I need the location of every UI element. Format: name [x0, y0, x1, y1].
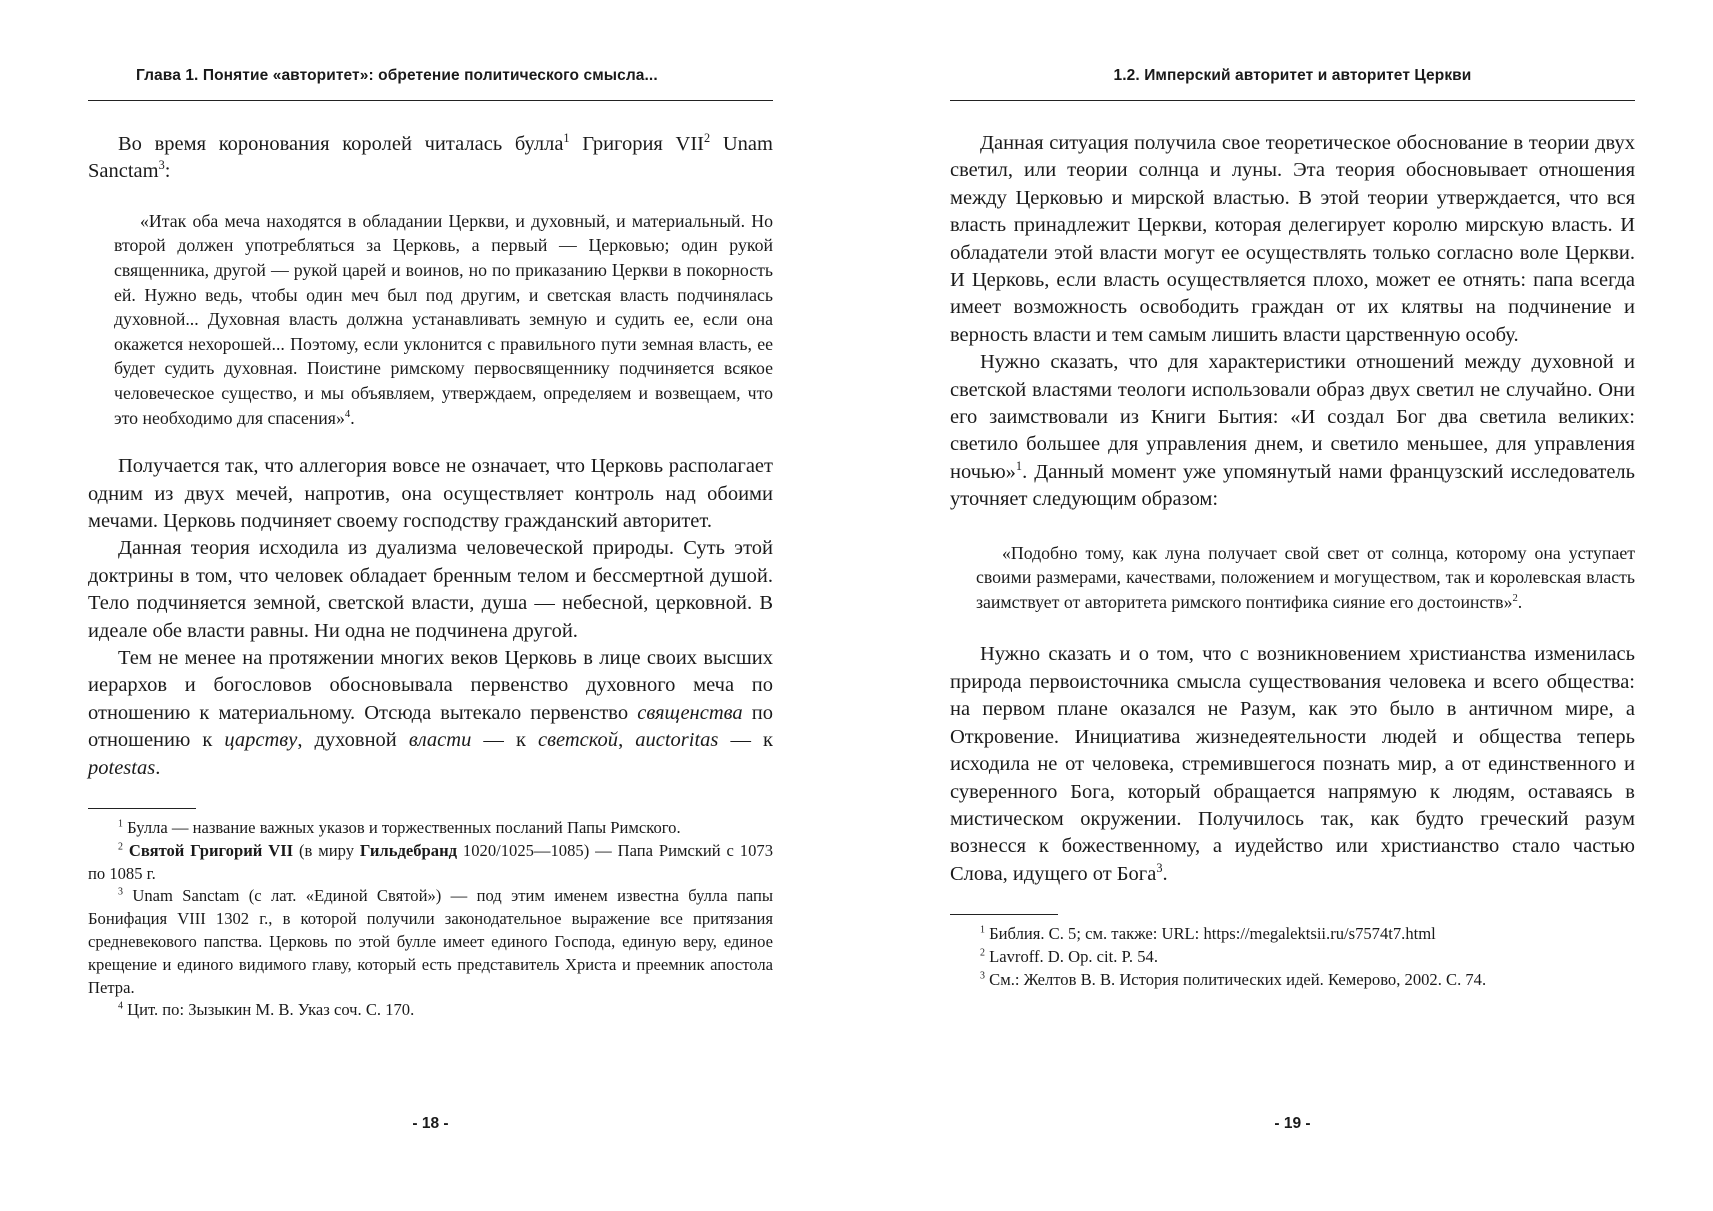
footnote-ref[interactable]: 2 — [1512, 591, 1518, 604]
header-rule — [950, 100, 1635, 101]
page-number: - 18 - — [412, 1115, 449, 1132]
running-head-left: Глава 1. Понятие «авторитет»: обретение политического смысла... — [136, 67, 658, 84]
footnote: $^1$ Библия. С. 5; см. также: URL: https://megalektsii.ru/s7574t7.html — [980, 924, 1436, 944]
running-head-right: 1.2. Имперский авторитет и авторитет Церкви — [1113, 67, 1472, 84]
right-body — [950, 130, 1635, 992]
body-paragraph: Данная ситуация получила свое теоретическое обоснование в теории двух светил, или теории солнца и луны. Эта теория обосновывает отношения между Церковью и мирской властью. В этой теории утверждается, что вся власть принадлежит Церкви, которая делегирует королю мирскую власть. И обладатели этой власти могут ее осуществлять только согласно воле Церкви. И Церковь, если власть осуществляется плохо, может ее отнять: папа всегда имеет возможность освободить граждан от их клятвы на подчинение и верность власти и тем самым лишить власти царственную особу. — [950, 132, 1635, 346]
footnote: $^2$ Святой Григорий VII (в миру Гильдебранд 1020/1025—1085) — Папа Римский с 1073 по 1085 г. — [88, 840, 773, 883]
footnote-rule — [88, 808, 196, 809]
body-paragraph: Данная теория исходила из дуализма человеческой природы. Суть этой доктрины в том, что человек обладает бренным телом и бессмертной душой. Тело подчиняется земной, светской власти, душа — небесной, церковной. В идеале обе власти равны. Ни одна не подчинена другой. — [88, 537, 773, 642]
intro-paragraph: Во время коронования королей читалась булла$^1$ Григория VII$^2$ Unam Sanctam$^3$: — [88, 131, 773, 183]
body-paragraph: Получается так, что аллегория вовсе не означает, что Церковь располагает одним из двух мечей, напротив, она осуществляет контроль над обоими мечами. Церковь подчиняет своему господству гражданский авторитет. — [88, 455, 773, 532]
footnote: $^4$ Цит. по: Зызыкин М. В. Указ соч. С. 170. — [118, 1000, 415, 1020]
footnote-ref[interactable]: 3 — [158, 158, 165, 173]
footnote-ref[interactable]: 4 — [344, 407, 351, 420]
page-number: - 19 - — [1274, 1115, 1311, 1132]
footnote-ref[interactable]: 3 — [1156, 860, 1163, 875]
footnote-ref[interactable]: 1 — [1015, 459, 1023, 474]
body-paragraph: Тем не менее на протяжении многих веков Церковь в лице своих высших иерархов и богословов обосновывала первенство духовного меча по отношению к материальному. Отсюда вытекало первенство священства по отношению к царству, духовной власти — к светской, auctoritas — к potestas. — [88, 647, 774, 779]
footnote: $^2$ Lavroff. D. Op. cit. P. 54. — [980, 946, 1158, 966]
footnote-ref[interactable]: 2 — [704, 131, 711, 146]
footnote-rule — [950, 914, 1058, 915]
body-paragraph: Нужно сказать и о том, что с возникновением христианства изменилась природа первоисточника смысла существования человека и всего общества: на первом плане оказался не Разум, как это было в античном мире, а Откровение. Инициатива жизнедеятельности людей и общества теперь исходила не от человека, стремившегося познать мир, а от единственного и суверенного Бога, который обращается напрямую к людям, оставаясь в мистическом окружении. Получилось так, как будто греческий разум вознесся к божественному, а иудейство или христианство стало частью Слова, идущего от Бога$^3$. — [950, 643, 1635, 885]
block-quote: «Подобно тому, как луна получает свой свет от солнца, которому она уступает своими размерами, качествами, положением и могуществом, так и королевская власть заимствует от авторитета римского понтифика сияние его достоинств»$^2$. — [976, 542, 1635, 612]
footnote-ref[interactable]: 1 — [563, 131, 570, 146]
left-page — [88, 0, 773, 1211]
body-paragraph: Нужно сказать, что для характеристики отношений между духовной и светской властями теологи использовали образ двух светил не случайно. Они его заимствовали из Книги Бытия: «И создал Бог два светила великих: светило большее для управления днем, и светило меньшее, для управления ночью»$^1$. Данный момент уже упомянутый нами французский исследователь уточняет следующим образом: — [950, 351, 1635, 511]
header-rule — [88, 100, 773, 101]
footnote: $^1$ Булла — название важных указов и торжественных посланий Папы Римского. — [118, 818, 681, 838]
footnote: $^3$ Unam Sanctam (с лат. «Единой Святой») — под этим именем известна булла папы Бонифация VIII 1302 г., в которой получили законодательное выражение все притязания средневекового папства. Церковь по этой булле имеет единого Господа, единую веру, единое крещение и единого видимого главу, который есть представитель Христа и преемник апостола Петра. — [88, 886, 773, 997]
left-body — [88, 131, 773, 1022]
block-quote: «Итак оба меча находятся в обладании Церкви, и духовный, и материальный. Но второй должен употребляться за Церковь, а первый — Церковью; один рукой священника, другой — рукой царей и воинов, но по приказанию Церкви в покорность ей. Нужно ведь, чтобы один меч был под другим, и светская власть подчинялась духовной... Духовная власть должна устанавливать земную и судить ее, если она окажется нехорошей... Поэтому, если уклонится с правильного пути земная власть, ее будет судить духовная. Поистине римскому первосвященнику подчиняется всякое человеческое существо, и мы объявляем, утверждаем, определяем и возвещаем, что это необходимо для спасения»$^4$. — [114, 210, 773, 428]
footnote: $^3$ См.: Желтов В. В. История политических идей. Кемерово, 2002. С. 74. — [980, 969, 1487, 989]
right-page — [950, 0, 1635, 1211]
